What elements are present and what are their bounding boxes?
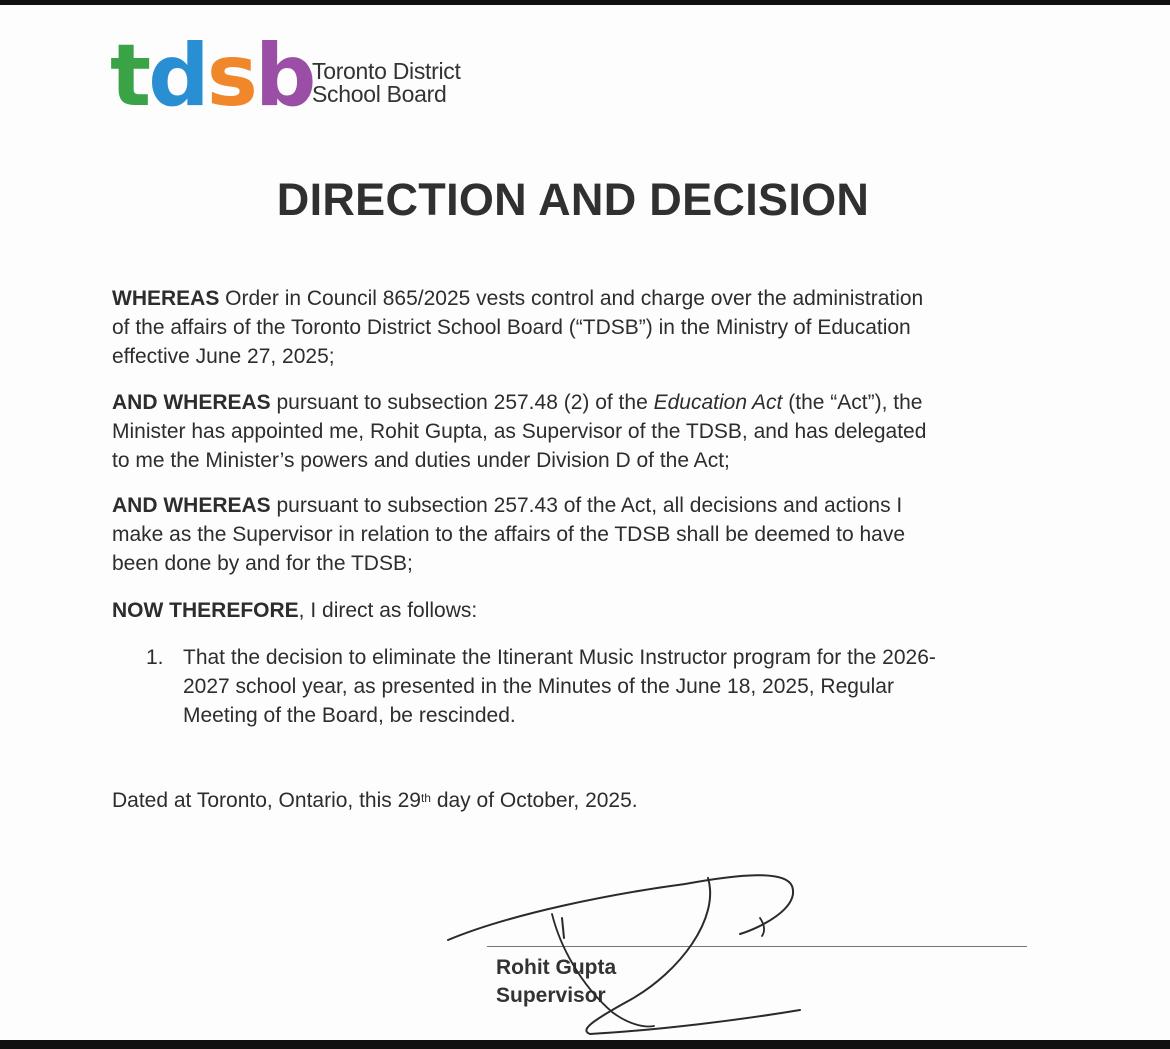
p1-line1: Order in Council 865/2025 vests control and charge over the administration <box>219 287 924 310</box>
signer-name: Rohit Gupta <box>496 956 617 979</box>
p1-lead: WHEREAS <box>112 287 220 310</box>
directive-line3: Meeting of the Board, be rescinded. <box>183 704 516 727</box>
dated-before: Dated at Toronto, Ontario, this 29 <box>112 789 421 812</box>
p4-lead: NOW THEREFORE <box>112 599 299 622</box>
handwritten-signature <box>440 862 810 1037</box>
logo-organization-name <box>312 60 461 106</box>
whereas-paragraph-3 <box>112 491 1042 578</box>
dated-ordinal: th <box>420 791 431 805</box>
tdsb-logo <box>110 26 510 126</box>
document-title: DIRECTION AND DECISION <box>276 174 870 225</box>
p4-rest: , I direct as follows: <box>298 599 478 622</box>
p3-line3: been done by and for the TDSB; <box>112 552 413 575</box>
bottom-border <box>0 1040 1170 1049</box>
signer-role: Supervisor <box>496 984 606 1007</box>
p2-line1-a: pursuant to subsection 257.48 (2) of the <box>270 391 654 414</box>
dated-after: day of October, 2025. <box>430 789 638 812</box>
p3-line1: pursuant to subsection 257.43 of the Act, all decisions and actions I <box>270 494 903 517</box>
p2-line1-b: (the “Act”), the <box>782 391 923 414</box>
whereas-paragraph-1 <box>112 284 1042 371</box>
logo-letter-t: t <box>110 26 149 126</box>
education-act-title: Education Act <box>653 391 783 414</box>
logo-letter-b: b <box>254 26 314 126</box>
logo-wordmark <box>110 26 314 126</box>
directive-number: 1. <box>146 646 164 669</box>
p1-line3: effective June 27, 2025; <box>112 345 335 368</box>
p1-line2: of the affairs of the Toronto District School Board (“TDSB”) in the Ministry of Education <box>112 316 911 339</box>
directive-text <box>183 643 1063 730</box>
top-border <box>0 0 1170 5</box>
p3-lead: AND WHEREAS <box>112 494 271 517</box>
directive-line2: 2027 school year, as presented in the Minutes of the June 18, 2025, Regular <box>183 675 894 698</box>
logo-letter-d: d <box>148 26 207 126</box>
p2-line3: to me the Minister’s powers and duties under Division D of the Act; <box>112 449 730 472</box>
whereas-paragraph-2 <box>112 388 1042 475</box>
logo-letter-s: s <box>206 26 255 126</box>
logo-name-line1: Toronto District <box>312 58 461 84</box>
p2-lead: AND WHEREAS <box>112 391 271 414</box>
logo-name-line2: School Board <box>312 81 447 107</box>
now-therefore-paragraph <box>112 596 1042 625</box>
p3-line2: make as the Supervisor in relation to the affairs of the TDSB shall be deemed to have <box>112 523 906 546</box>
dated-line <box>112 786 638 815</box>
p2-line2: Minister has appointed me, Rohit Gupta, as Supervisor of the TDSB, and has delegated <box>112 420 927 443</box>
directive-line1: That the decision to eliminate the Itinerant Music Instructor program for the 2026- <box>183 646 936 669</box>
